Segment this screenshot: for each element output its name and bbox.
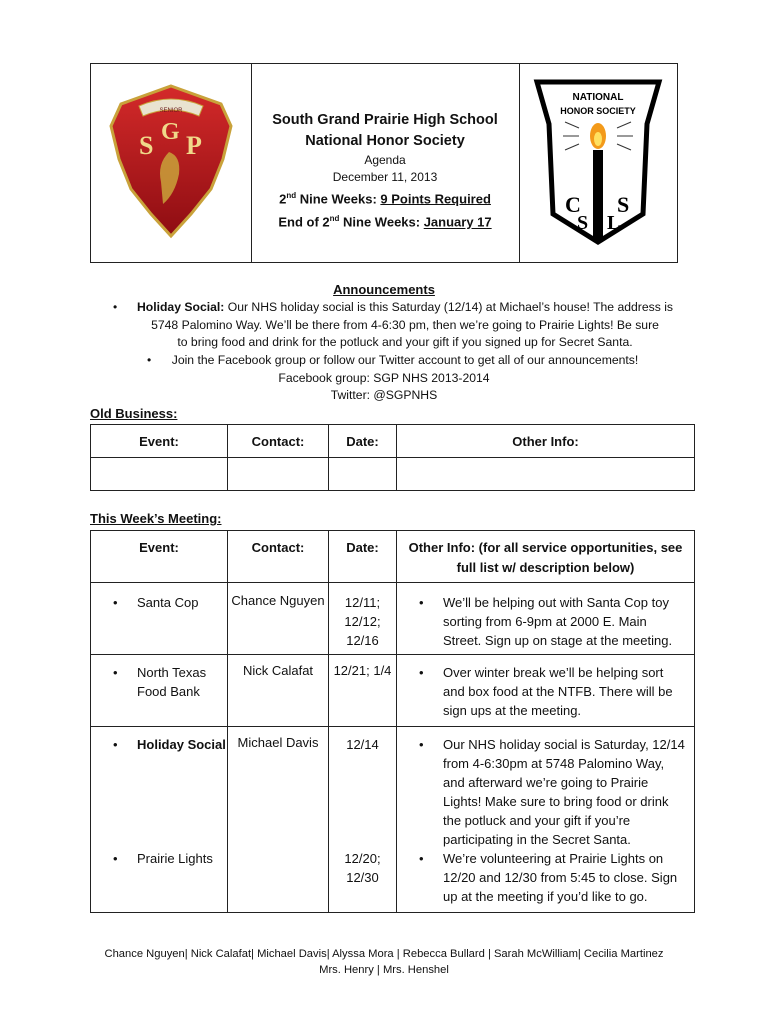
- empty-cell: [329, 458, 397, 491]
- crest-letter-p: P: [186, 131, 202, 160]
- footer-officers: Chance Nguyen| Nick Calafat| Michael Davis| Alyssa Mora | Rebecca Bullard | Sarah McWilliam| Cecilia Martinez: [104, 948, 664, 960]
- bullet-icon: •: [147, 353, 152, 367]
- nhs-letter-s: S: [577, 212, 589, 234]
- bullet-icon: •: [113, 851, 118, 866]
- sgp-crest-cell: [91, 64, 252, 262]
- bullet-icon: •: [113, 300, 118, 314]
- nhs-letter-l: L: [607, 212, 621, 234]
- end-nine-weeks-line: End of 2nd Nine Weeks: January 17: [278, 214, 492, 230]
- date-cell: 12/14 12/20; 12/30: [329, 727, 397, 913]
- bullet-icon: •: [113, 665, 118, 680]
- bullet-icon: •: [113, 595, 118, 610]
- school-name: South Grand Prairie High School: [272, 112, 498, 128]
- empty-cell: [91, 458, 228, 491]
- bullet-icon: •: [113, 737, 118, 752]
- points-required: 9 Points Required: [380, 191, 491, 207]
- nine-weeks-line: 2nd Nine Weeks: 9 Points Required: [279, 191, 491, 207]
- this-week-table: [90, 530, 695, 913]
- event-name: Santa Cop: [137, 595, 199, 610]
- title-cell: [251, 64, 520, 262]
- twitter-account: Twitter: @SGPNHS: [330, 388, 438, 402]
- nhs-letter-c: C: [565, 192, 581, 217]
- col-header-date: Date:: [329, 531, 397, 583]
- col-header-contact: Contact:: [228, 531, 329, 583]
- society-name: National Honor Society: [305, 133, 465, 149]
- old-business-table: [90, 424, 695, 491]
- nhs-logo-cell: [519, 64, 677, 262]
- contact-cell: Chance Nguyen: [228, 583, 329, 655]
- col-header-date: Date:: [329, 425, 397, 458]
- announcement-social-media: Join the Facebook group or follow our Twitter account to get all of our announcements!: [171, 353, 639, 367]
- col-header-other-info: Other Info: (for all service opportunities, see full list w/ description below): [397, 531, 695, 583]
- empty-cell: [397, 458, 695, 491]
- bullet-icon: •: [419, 595, 424, 610]
- info-cell: • We’ll be helping out with Santa Cop toy sorting from 6-9pm at 2000 E. Main Street. Sign up on stage at the meeting.: [397, 583, 695, 655]
- empty-cell: [228, 458, 329, 491]
- col-header-contact: Contact:: [228, 425, 329, 458]
- nhs-text-national: NATIONAL: [572, 92, 624, 103]
- event-cell: [91, 583, 228, 655]
- old-business-label: Old Business:: [90, 406, 178, 421]
- contact-cell: Michael Davis: [228, 727, 329, 913]
- agenda-label: Agenda: [364, 153, 406, 167]
- bullet-icon: •: [419, 665, 424, 680]
- date-cell: 12/11; 12/12; 12/16: [329, 583, 397, 655]
- sgp-crest-logo: [91, 64, 251, 264]
- info-cell: • Our NHS holiday social is Saturday, 12/14 from 4-6:30pm at 5748 Palomino Way, and afterward we’re going to Prairie Lights! Make sure to bring food or drink the potluck and your gift if you’re participating in the Secret Santa. • We’re volunteering at Prairie Lights on 12/20 and 12/30 from 5:45 to close. Sign up at the meeting if you’d like to go.: [397, 727, 695, 913]
- contact-cell: Nick Calafat: [228, 655, 329, 727]
- table-row: [91, 655, 695, 727]
- end-date: January 17: [423, 214, 492, 230]
- col-header-other-info: Other Info:: [397, 425, 695, 458]
- facebook-group: Facebook group: SGP NHS 2013-2014: [278, 371, 490, 385]
- this-week-label: This Week’s Meeting:: [90, 511, 222, 526]
- event-cell: • North Texas Food Bank: [91, 655, 228, 727]
- bullet-icon: •: [419, 851, 424, 866]
- announcements-title: Announcements: [333, 282, 435, 297]
- col-header-event: Event:: [91, 531, 228, 583]
- nhs-letter-s2: S: [617, 192, 630, 217]
- event-prairie-lights: Prairie Lights: [137, 851, 213, 866]
- info-cell: • Over winter break we’ll be helping sort and box food at the NTFB. There will be sign ups at the meeting.: [397, 655, 695, 727]
- date-cell: 12/21; 1/4: [329, 655, 397, 727]
- footer-advisors: Mrs. Henry | Mrs. Henshel: [319, 964, 449, 976]
- nhs-emblem-logo: [519, 64, 677, 264]
- crest-letter-s: S: [139, 131, 154, 160]
- agenda-date: December 11, 2013: [332, 170, 438, 184]
- crest-banner-text: SENIOR: [159, 108, 183, 114]
- table-row: [91, 583, 695, 655]
- bullet-icon: •: [419, 737, 424, 752]
- crest-letter-g: G: [161, 119, 180, 145]
- nhs-text-honor-society: HONOR SOCIETY: [560, 106, 636, 116]
- table-row: [91, 727, 695, 913]
- event-cell: [91, 727, 228, 913]
- announcement-holiday-social: Holiday Social: Our NHS holiday social is this Saturday (12/14) at Michael’s house! The address is 5748 Palomino Way. We’ll be there from 4-6:30 pm, then we’re going to Prairie Lights! Be sure to bring food and drink for the potluck and your gift if you signed up for Secret Santa.: [136, 300, 674, 350]
- header-box: [90, 63, 678, 263]
- col-header-event: Event:: [91, 425, 228, 458]
- event-holiday-social: Holiday Social: [137, 737, 226, 752]
